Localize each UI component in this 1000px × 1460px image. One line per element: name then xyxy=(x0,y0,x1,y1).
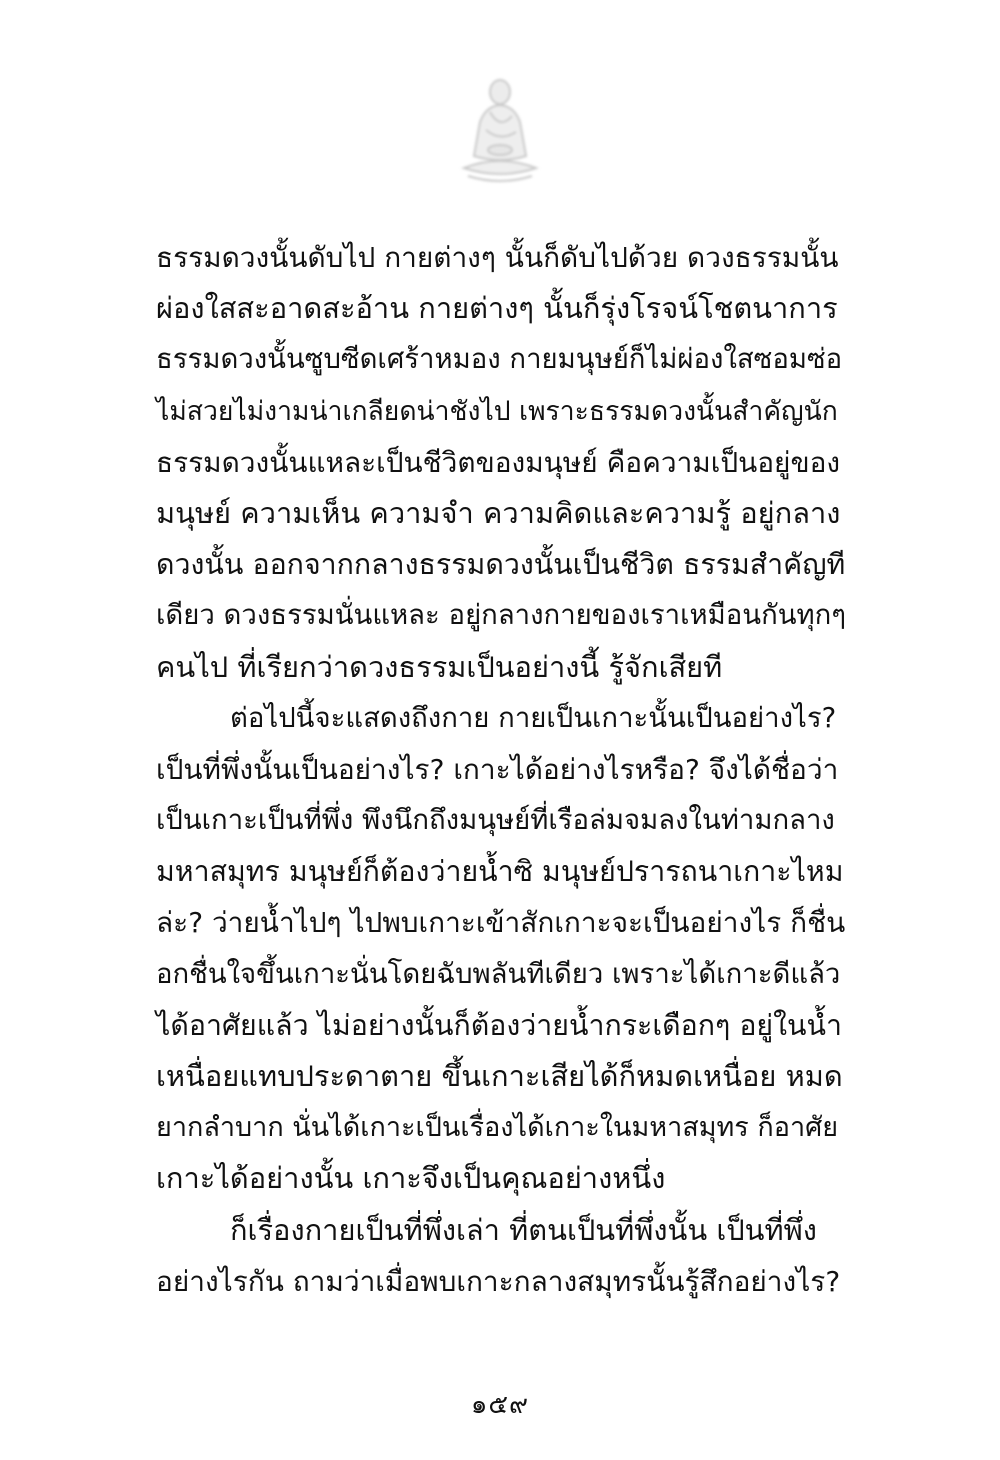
page-number: ๑๕๙ xyxy=(470,1390,530,1420)
text-line: ล่ะ? ว่ายน้ำไปๆ ไปพบเกาะเข้าสักเกาะจะเป็นอย่างไร ก็ชื่น xyxy=(156,906,846,940)
text-line: เป็นที่พึ่งนั้นเป็นอย่างไร? เกาะได้อย่างไรหรือ? จึงได้ชื่อว่า xyxy=(156,752,839,786)
text-line: มนุษย์ ความเห็น ความจำ ความคิดและความรู้ อยู่กลาง xyxy=(156,495,841,530)
text-line: ก็เรื่องกายเป็นที่พึ่งเล่า ที่ตนเป็นที่พึ่งนั้น เป็นที่พึ่ง xyxy=(230,1212,817,1247)
text-line: เหนื่อยแทบประดาตาย ขึ้นเกาะเสียได้ก็หมดเหนื่อย หมด xyxy=(156,1059,843,1093)
text-line: ดวงนั้น ออกจากกลางธรรมดวงนั้นเป็นชีวิต ธรรมสำคัญที xyxy=(156,548,846,582)
text-line: ต่อไปนี้จะแสดงถึงกาย กายเป็นเกาะนั้นเป็นอย่างไร? xyxy=(230,701,837,734)
text-line: อกชื่นใจขึ้นเกาะนั่นโดยฉับพลันทีเดียว เพราะได้เกาะดีแล้ว xyxy=(156,957,841,990)
text-line: ยากลำบาก นั่นได้เกาะเป็นเรื่องได้เกาะในมหาสมุทร ก็อาศัย xyxy=(156,1112,839,1144)
body-text xyxy=(156,232,846,1307)
seated-monk-watermark-icon xyxy=(456,70,544,188)
text-line: คนไป ที่เรียกว่าดวงธรรมเป็นอย่างนี้ รู้จักเสียที xyxy=(156,649,723,684)
text-line: มหาสมุทร มนุษย์ก็ต้องว่ายน้ำซิ มนุษย์ปรารถนาเกาะไหม xyxy=(156,855,844,889)
text-line: ได้อาศัยแล้ว ไม่อย่างนั้นก็ต้องว่ายน้ำกระเดือกๆ อยู่ในน้ำ xyxy=(156,1008,843,1042)
text-line: เดียว ดวงธรรมนั่นแหละ อยู่กลางกายของเราเหมือนกันทุกๆ xyxy=(156,599,847,632)
text-line: ธรรมดวงนั้นซูบซีดเศร้าหมอง กายมนุษย์ก็ไม่ผ่องใสซอมซ่อ xyxy=(156,343,843,376)
text-line: อย่างไรกัน ถามว่าเมื่อพบเกาะกลางสมุทรนั้นรู้สึกอย่างไร? xyxy=(156,1264,841,1298)
text-line: ไม่สวยไม่งามน่าเกลียดน่าชังไป เพราะธรรมดวงนั้นสำคัญนัก xyxy=(156,395,838,427)
text-line: เป็นเกาะเป็นที่พึ่ง พึงนึกถึงมนุษย์ที่เรือล่มจมลงในท่ามกลาง xyxy=(156,804,835,837)
text-line: ธรรมดวงนั้นดับไป กายต่างๆ นั้นก็ดับไปด้วย ดวงธรรมนั้น xyxy=(156,241,839,274)
text-line: ธรรมดวงนั้นแหละเป็นชีวิตของมนุษย์ คือความเป็นอยู่ของ xyxy=(156,445,841,479)
text-line: เกาะได้อย่างนั้น เกาะจึงเป็นคุณอย่างหนึ่ง xyxy=(156,1161,666,1196)
text-line: ผ่องใสสะอาดสะอ้าน กายต่างๆ นั้นก็รุ่งโรจน์โชตนาการ xyxy=(156,291,838,326)
